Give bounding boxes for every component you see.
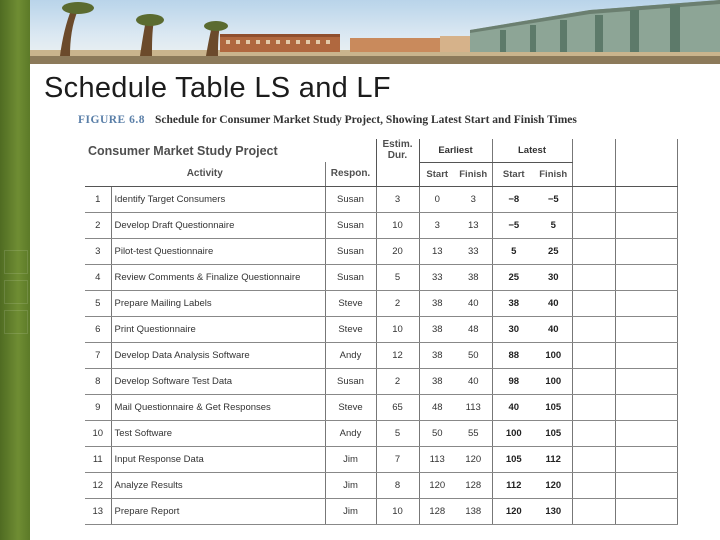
blank-header-cell [572, 139, 615, 162]
schedule-table [85, 139, 678, 525]
responsible-cell: Susan [325, 212, 376, 238]
figure-number: FIGURE 6.8 [78, 114, 145, 126]
project-title: Consumer Market Study Project [88, 143, 278, 158]
table-row [85, 394, 677, 420]
blank-cell [572, 472, 615, 498]
latest-start-cell: 98 [492, 368, 535, 394]
activity-number-cell: 4 [85, 264, 111, 290]
responsible-cell: Steve [325, 290, 376, 316]
latest-finish-cell: 30 [535, 264, 572, 290]
latest-start-cell: 30 [492, 316, 535, 342]
blank-cell [572, 368, 615, 394]
earliest-start-cell: 38 [419, 290, 455, 316]
activity-name-cell: Analyze Results [111, 472, 325, 498]
latest-start-cell: 100 [492, 420, 535, 446]
earliest-start-cell: 50 [419, 420, 455, 446]
responsible-cell: Jim [325, 498, 376, 524]
duration-cell: 3 [376, 186, 419, 212]
duration-cell: 8 [376, 472, 419, 498]
latest-finish-cell: 40 [535, 290, 572, 316]
blank-cell [615, 264, 677, 290]
responsible-cell: Jim [325, 472, 376, 498]
latest-finish-cell: 25 [535, 238, 572, 264]
responsible-cell: Susan [325, 238, 376, 264]
latest-start-cell: 38 [492, 290, 535, 316]
duration-cell: 10 [376, 316, 419, 342]
latest-finish-cell: 100 [535, 368, 572, 394]
responsible-cell: Susan [325, 264, 376, 290]
blank-header-cell [572, 162, 615, 186]
earliest-finish-cell: 40 [455, 368, 492, 394]
blank-cell [572, 212, 615, 238]
responsible-cell: Andy [325, 342, 376, 368]
latest-start-cell: 105 [492, 446, 535, 472]
activity-name-cell: Input Response Data [111, 446, 325, 472]
latest-start-cell: 25 [492, 264, 535, 290]
activity-number-cell: 11 [85, 446, 111, 472]
blank-cell [615, 420, 677, 446]
duration-cell: 2 [376, 290, 419, 316]
blank-cell [572, 394, 615, 420]
latest-start-cell: 88 [492, 342, 535, 368]
activity-name-cell: Pilot-test Questionnaire [111, 238, 325, 264]
table-row [85, 212, 677, 238]
blank-cell [572, 316, 615, 342]
slide-title: Schedule Table LS and LF [44, 72, 391, 104]
table-row [85, 316, 677, 342]
earliest-finish-cell: 33 [455, 238, 492, 264]
responsible-cell: Steve [325, 394, 376, 420]
duration-cell: 5 [376, 420, 419, 446]
latest-finish-cell: −5 [535, 186, 572, 212]
earliest-finish-cell: 138 [455, 498, 492, 524]
latest-start-cell: 40 [492, 394, 535, 420]
responsible-cell: Jim [325, 446, 376, 472]
estimated-duration-header [376, 139, 419, 186]
blank-cell [615, 212, 677, 238]
blank-header-cell [615, 162, 677, 186]
earliest-start-cell: 128 [419, 498, 455, 524]
earliest-finish-cell: 113 [455, 394, 492, 420]
earliest-group-header: Earliest [419, 139, 492, 162]
schedule-table-body [85, 186, 677, 524]
latest-start-cell: 120 [492, 498, 535, 524]
left-bar-square [4, 250, 28, 274]
earliest-finish-cell: 50 [455, 342, 492, 368]
latest-start-cell: −5 [492, 212, 535, 238]
earliest-start-cell: 38 [419, 342, 455, 368]
figure-caption [78, 114, 577, 126]
duration-cell: 65 [376, 394, 419, 420]
activity-number-cell: 7 [85, 342, 111, 368]
respon-header: Respon. [325, 162, 376, 186]
responsible-cell: Andy [325, 420, 376, 446]
earliest-finish-cell: 55 [455, 420, 492, 446]
blank-cell [615, 498, 677, 524]
activity-name-cell: Develop Data Analysis Software [111, 342, 325, 368]
blank-cell [572, 446, 615, 472]
blank-cell [615, 394, 677, 420]
left-bar-square [4, 310, 28, 334]
responsible-cell: Steve [325, 316, 376, 342]
responsible-cell: Susan [325, 368, 376, 394]
activity-number-cell: 6 [85, 316, 111, 342]
blank-cell [615, 316, 677, 342]
responsible-cell: Susan [325, 186, 376, 212]
activity-number-cell: 8 [85, 368, 111, 394]
blank-cell [615, 290, 677, 316]
blank-header-cell [615, 139, 677, 162]
schedule-table-container [85, 139, 678, 525]
blank-cell [572, 420, 615, 446]
latest-start-cell: 5 [492, 238, 535, 264]
table-row [85, 420, 677, 446]
activity-name-cell: Mail Questionnaire & Get Responses [111, 394, 325, 420]
activity-number-cell: 13 [85, 498, 111, 524]
latest-finish-cell: 112 [535, 446, 572, 472]
activity-name-cell: Develop Draft Questionnaire [111, 212, 325, 238]
activity-number-cell: 5 [85, 290, 111, 316]
earliest-start-header: Start [419, 162, 455, 186]
table-row [85, 264, 677, 290]
latest-finish-cell: 100 [535, 342, 572, 368]
latest-finish-cell: 105 [535, 420, 572, 446]
activity-name-cell: Identify Target Consumers [111, 186, 325, 212]
activity-number-cell: 2 [85, 212, 111, 238]
blank-cell [615, 238, 677, 264]
duration-cell: 10 [376, 498, 419, 524]
activity-name-cell: Test Software [111, 420, 325, 446]
table-row [85, 342, 677, 368]
header-banner-image [30, 0, 720, 64]
blank-cell [572, 264, 615, 290]
activity-number-cell: 1 [85, 186, 111, 212]
earliest-start-cell: 3 [419, 212, 455, 238]
earliest-start-cell: 38 [419, 368, 455, 394]
earliest-finish-cell: 120 [455, 446, 492, 472]
earliest-finish-cell: 128 [455, 472, 492, 498]
figure-caption-text: Schedule for Consumer Market Study Project, Showing Latest Start and Finish Times [154, 114, 577, 126]
duration-cell: 12 [376, 342, 419, 368]
earliest-finish-cell: 38 [455, 264, 492, 290]
activity-number-cell: 12 [85, 472, 111, 498]
blank-cell [572, 498, 615, 524]
activity-name-cell: Print Questionnaire [111, 316, 325, 342]
earliest-finish-header: Finish [455, 162, 492, 186]
table-row [85, 186, 677, 212]
duration-cell: 10 [376, 212, 419, 238]
blank-cell [615, 186, 677, 212]
latest-finish-cell: 120 [535, 472, 572, 498]
latest-start-cell: −8 [492, 186, 535, 212]
table-row [85, 446, 677, 472]
latest-finish-header: Finish [535, 162, 572, 186]
blank-cell [572, 342, 615, 368]
latest-start-header: Start [492, 162, 535, 186]
earliest-start-cell: 0 [419, 186, 455, 212]
banner-landscape-illustration [30, 0, 720, 64]
duration-cell: 20 [376, 238, 419, 264]
blank-cell [572, 290, 615, 316]
table-row [85, 368, 677, 394]
estim-label: Estim. [382, 139, 413, 150]
earliest-start-cell: 113 [419, 446, 455, 472]
latest-finish-cell: 105 [535, 394, 572, 420]
earliest-start-cell: 120 [419, 472, 455, 498]
latest-finish-cell: 40 [535, 316, 572, 342]
latest-group-header: Latest [492, 139, 572, 162]
earliest-finish-cell: 13 [455, 212, 492, 238]
latest-start-cell: 112 [492, 472, 535, 498]
duration-cell: 2 [376, 368, 419, 394]
activity-header: Activity [85, 162, 325, 186]
table-row [85, 238, 677, 264]
duration-cell: 5 [376, 264, 419, 290]
blank-cell [615, 342, 677, 368]
blank-cell [615, 446, 677, 472]
latest-finish-cell: 5 [535, 212, 572, 238]
earliest-finish-cell: 3 [455, 186, 492, 212]
activity-number-cell: 10 [85, 420, 111, 446]
activity-number-cell: 3 [85, 238, 111, 264]
left-decorative-bar [0, 0, 30, 540]
table-row [85, 472, 677, 498]
blank-cell [615, 472, 677, 498]
activity-name-cell: Prepare Report [111, 498, 325, 524]
earliest-finish-cell: 48 [455, 316, 492, 342]
earliest-start-cell: 38 [419, 316, 455, 342]
earliest-start-cell: 13 [419, 238, 455, 264]
activity-number-cell: 9 [85, 394, 111, 420]
table-row [85, 290, 677, 316]
latest-finish-cell: 130 [535, 498, 572, 524]
earliest-finish-cell: 40 [455, 290, 492, 316]
earliest-start-cell: 48 [419, 394, 455, 420]
blank-cell [615, 368, 677, 394]
left-bar-square [4, 280, 28, 304]
duration-cell: 7 [376, 446, 419, 472]
dur-label: Dur. [387, 150, 408, 161]
blank-cell [572, 186, 615, 212]
earliest-start-cell: 33 [419, 264, 455, 290]
activity-name-cell: Prepare Mailing Labels [111, 290, 325, 316]
blank-cell [572, 238, 615, 264]
activity-name-cell: Develop Software Test Data [111, 368, 325, 394]
activity-name-cell: Review Comments & Finalize Questionnaire [111, 264, 325, 290]
table-row [85, 498, 677, 524]
